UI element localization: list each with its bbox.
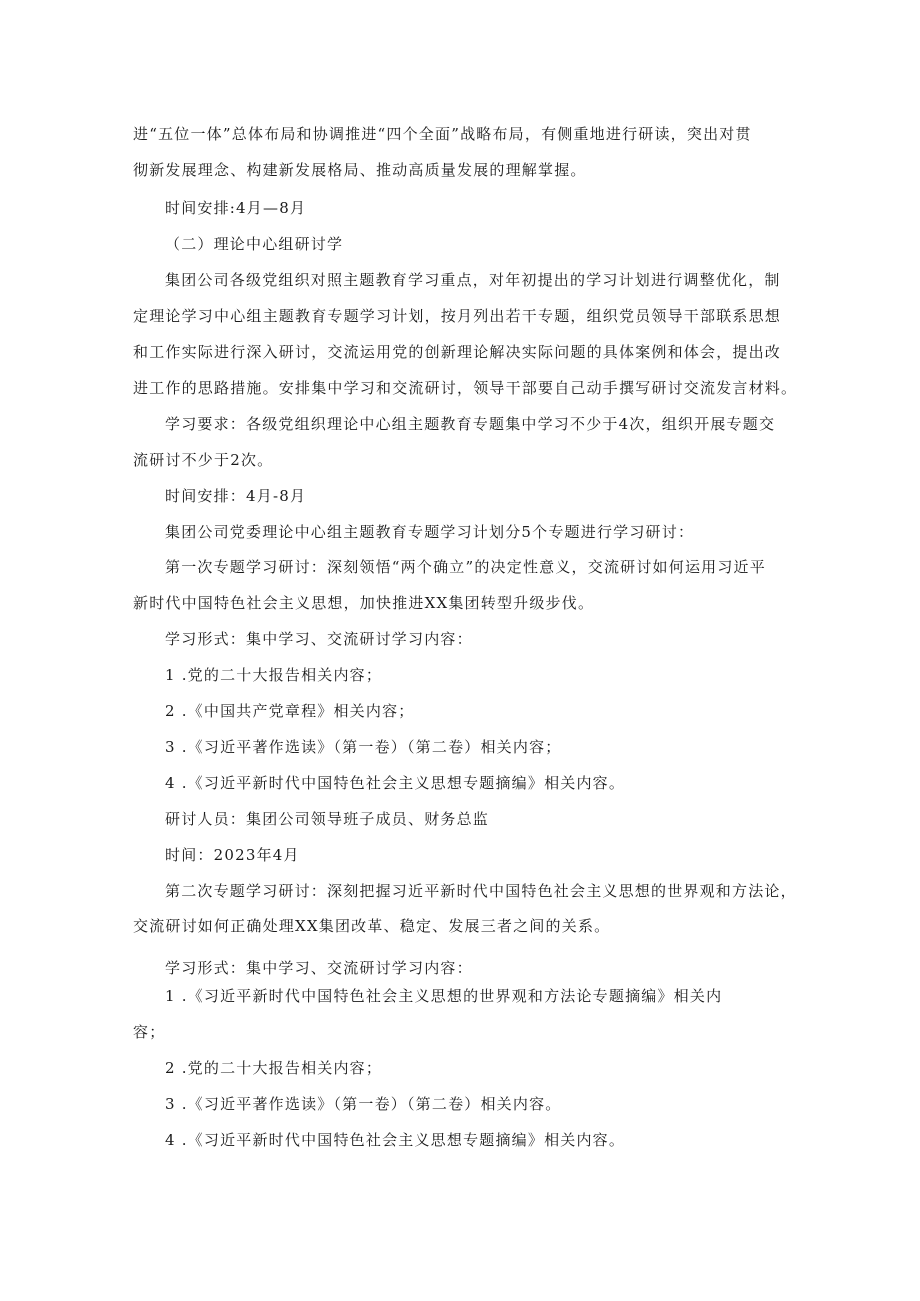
body-text-line: 集团公司各级党组织对照主题教育学习重点，对年初提出的学习计划进行调整优化，制: [165, 271, 781, 289]
schedule-text: 时间：2023年4月: [165, 846, 300, 864]
body-text-line: 学习形式：集中学习、交流研讨学习内容：: [165, 630, 473, 648]
list-item: 2 .党的二十大报告相关内容；: [165, 1059, 383, 1077]
body-text-line: 第二次专题学习研讨：深刻把握习近平新时代中国特色社会主义思想的世界观和方法论，: [165, 882, 797, 900]
list-item: 3 .《习近平著作选读》（第一卷）（第二卷）相关内容。: [165, 1095, 562, 1113]
body-text-line: 和工作实际进行深入研讨，交流运用党的创新理论解决实际问题的具体案例和体会，提出改: [133, 343, 782, 361]
body-text-line: 进工作的思路措施。安排集中学习和交流研讨，领导干部要自己动手撰写研讨交流发言材料。: [133, 379, 798, 397]
body-text-line: 研讨人员：集团公司领导班子成员、财务总监: [165, 810, 490, 828]
body-text-line: 流研讨不少于2次。: [133, 451, 274, 469]
body-text-line: 第一次专题学习研讨：深刻领悟“两个确立”的决定性意义，交流研讨如何运用习近平: [165, 558, 766, 576]
body-text-line: 新时代中国特色社会主义思想，加快推进XX集团转型升级步伐。: [133, 594, 595, 612]
schedule-text: 时间安排:4月—8月: [165, 199, 307, 217]
body-text-line: 集团公司党委理论中心组主题教育专题学习计划分5个专题进行学习研讨：: [165, 523, 695, 541]
body-text-line: 学习形式：集中学习、交流研讨学习内容：: [165, 959, 473, 977]
list-item: 1 .《习近平新时代中国特色社会主义思想的世界观和方法论专题摘编》相关内: [165, 987, 723, 1005]
body-text-line: 定理论学习中心组主题教育专题学习计划，按月列出若干专题，组织党员领导干部联系思想: [133, 307, 782, 325]
section-heading: （二）理论中心组研讨学: [165, 235, 344, 253]
list-item: 4 .《习近平新时代中国特色社会主义思想专题摘编》相关内容。: [165, 1131, 626, 1149]
list-item: 2 .《中国共产党章程》相关内容；: [165, 702, 415, 720]
body-text-line: 学习要求：各级党组织理论中心组主题教育专题集中学习不少于4次，组织开展专题交: [165, 415, 776, 433]
list-item: 3 .《习近平著作选读》（第一卷）（第二卷）相关内容；: [165, 738, 562, 756]
body-text-line: 进“五位一体”总体布局和协调推进“四个全面”战略布局，有侧重地进行研读，突出对贯: [133, 125, 752, 143]
list-item: 4 .《习近平新时代中国特色社会主义思想专题摘编》相关内容。: [165, 774, 626, 792]
schedule-text: 时间安排：4月-8月: [165, 487, 307, 505]
body-text-line: 交流研讨如何正确处理XX集团改革、稳定、发展三者之间的关系。: [133, 917, 611, 935]
list-item: 容；: [133, 1023, 166, 1041]
body-text-line: 彻新发展理念、构建新发展格局、推动高质量发展的理解掌握。: [133, 161, 587, 179]
list-item: 1 .党的二十大报告相关内容；: [165, 666, 383, 684]
